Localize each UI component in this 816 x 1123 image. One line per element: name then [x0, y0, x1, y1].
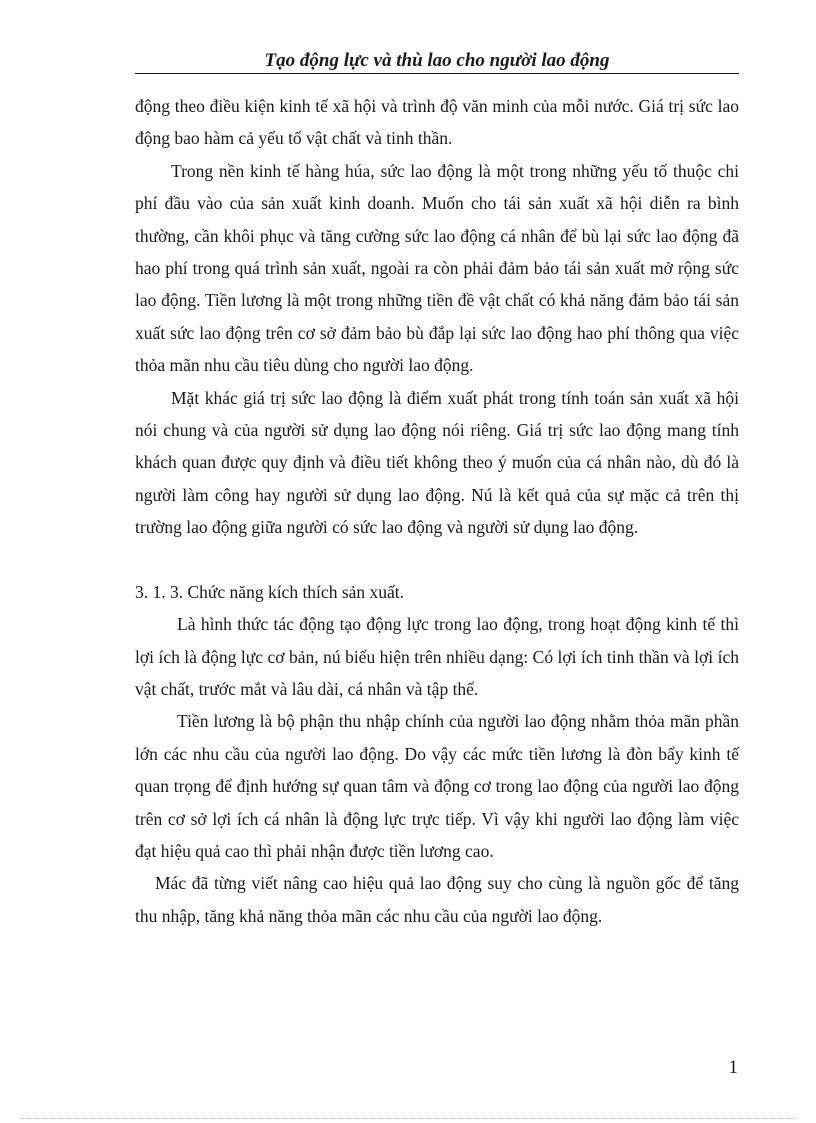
paragraph-gap: [135, 544, 739, 576]
page-bottom-dotted-line: [20, 1118, 796, 1119]
paragraph: Tiền lương là bộ phận thu nhập chính của người lao động nhằm thỏa mãn phần lớn các nhu cầu của người lao động. Do vậy các mức tiền lương là đòn bẩy kinh tế quan trọng để định hướng sự quan tâm và động cơ trong lao động của người lao động trên cơ sở lợi ích cá nhân là động lực trực tiếp. Vì vậy khi người lao động làm việc đạt hiệu quả cao thì phải nhận được tiền lương cao.: [135, 711, 739, 861]
paragraph-continuation: động theo điều kiện kinh tế xã hội và trình độ văn minh của mỗi nước. Giá trị sức lao động bao hàm cả yếu tố vật chất và tinh thần.: [135, 96, 739, 149]
paragraph: Trong nền kinh tế hàng húa, sức lao động là một trong những yếu tố thuộc chi phí đầu vào của sản xuất kinh doanh. Muốn cho tái sản xuất xã hội diễn ra bình thường, cần khôi phục và tăng cường sức lao động cá nhân để bù lại sức lao động đã hao phí trong quá trình sản xuất, ngoài ra còn phải đảm bảo tái sản xuất mở rộng sức lao động. Tiền lương là một trong những tiền đề vật chất có khả năng đảm bảo tái sản xuất sức lao động trên cơ sở đảm bảo bù đắp lại sức lao động hao phí thông qua việc thỏa mãn nhu cầu tiêu dùng cho người lao động.: [135, 160, 739, 376]
paragraph: Mác đã từng viết nâng cao hiệu quả lao động suy cho cùng là nguồn gốc để tăng thu nhập, tăng khả năng thỏa mãn các nhu cầu của người lao động.: [135, 873, 739, 926]
paragraph: Là hình thức tác động tạo động lực trong lao động, trong hoạt động kinh tế thì lợi ích là động lực cơ bản, nú biểu hiện trên nhiều dạng: Có lợi ích tinh thần và lợi ích vật chất, trước mắt và lâu dài, cá nhân và tập thể.: [135, 614, 739, 699]
document-body: [135, 90, 739, 932]
header-rule: [135, 73, 739, 74]
section-heading: 3. 1. 3. Chức năng kích thích sản xuất.: [135, 581, 405, 602]
paragraph: Mặt khác giá trị sức lao động là điểm xuất phát trong tính toán sản xuất xã hội nói chung và của người sử dụng lao động nói riêng. Giá trị sức lao động mang tính khách quan được quy định và điều tiết không theo ý muốn của cá nhân nào, dù đó là người làm công hay người sử dụng lao động. Nú là kết quả của sự mặc cả trên thị trường lao động giữa người có sức lao động và người sử dụng lao động.: [135, 387, 739, 538]
running-header: Tạo động lực và thù lao cho người lao động: [264, 50, 610, 71]
page-number: 1: [728, 1057, 738, 1078]
